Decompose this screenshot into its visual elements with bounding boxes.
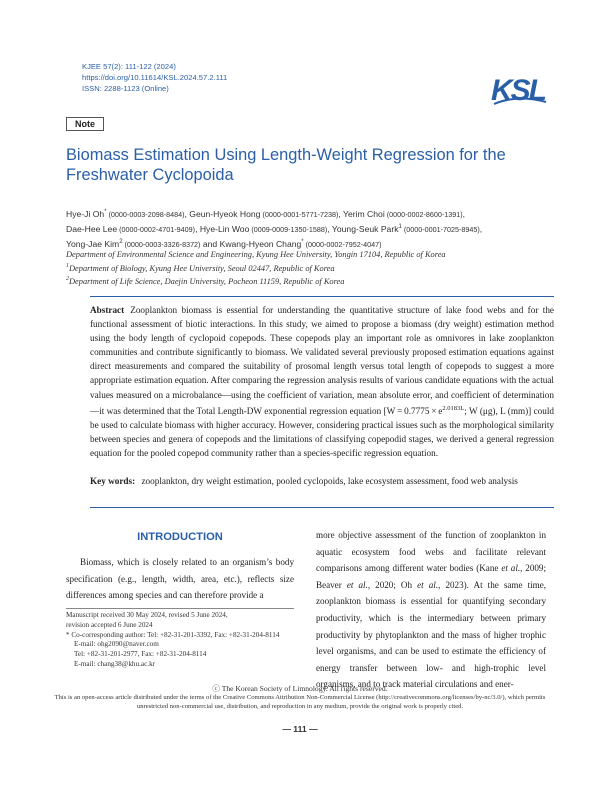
abstract-label: Abstract: [90, 305, 125, 315]
affiliation: [66, 261, 556, 275]
intro-right-text-1: more objective assessment of the function of zooplankton in aquatic ecosystem food webs and facilitate relevant comparisons among different water bodies (Kane: [316, 530, 546, 574]
author-name: Geun-Hyeok Hong: [189, 208, 261, 219]
intro-etal-3: et al.: [417, 579, 439, 590]
author-separator: ,: [338, 208, 344, 219]
author-mark: *: [104, 209, 107, 215]
author-separator: ,: [184, 208, 190, 219]
affiliation: [66, 250, 556, 261]
keywords-divider: [90, 507, 554, 508]
keywords-label: Key words:: [90, 476, 136, 486]
author-orcid[interactable]: (0000-0002-7952-4047): [303, 239, 382, 249]
author-mark: *: [301, 239, 304, 246]
issn: ISSN: 2288-1123 (Online): [82, 84, 169, 93]
abstract-text-after: ; W (μg), L (mm)] could be used to calculate biomass with higher accuracy. However, considering practical issues such as the morphological similarity between species and genera of copepods and the limitations of classifying copepodid stages, we derived a general regression equation for the pooled copepod community rather than a species-specific regression equation.: [90, 405, 554, 458]
author-name: Dae-Hee Lee: [66, 223, 118, 234]
logo-text: KSL: [491, 74, 545, 107]
author: [343, 209, 465, 219]
author-name: Yong-Jae Kim: [66, 238, 120, 249]
author-separator: ,: [195, 223, 200, 234]
introduction-right-column: [316, 527, 546, 693]
author-separator: ,: [462, 208, 466, 219]
author-separator: ,: [327, 223, 332, 234]
author-separator: ,: [479, 223, 483, 234]
affiliation-text: Department of Life Science, Daejin University, Pocheon 11159, Republic of Korea: [69, 277, 345, 287]
author-mark: 1: [398, 224, 402, 231]
article-title: Biomass Estimation Using Length-Weight Regression for the Freshwater Cyclopoida: [66, 146, 506, 184]
introduction-left-column: Biomass, which is closely related to an organism’s body specification (e.g., length, width, area, etc.), reflects size differences among species and can therefore provide a: [66, 557, 294, 601]
author-orcid[interactable]: (0000-0003-2098-8484): [106, 209, 185, 219]
intro-right-text-2: , 2009; Beaver: [316, 563, 546, 590]
abstract-divider-top: [90, 296, 554, 297]
affiliation: [66, 274, 556, 288]
author: [332, 224, 482, 234]
author: [66, 209, 189, 219]
author-name: Kwang-Hyeon Chang: [219, 238, 302, 249]
author-name: Hye-Lin Woo: [199, 223, 250, 234]
journal-meta: [82, 61, 227, 94]
keywords: [90, 474, 554, 488]
author-orcid[interactable]: (0000-0002-8600-1391): [384, 209, 463, 219]
author-separator: and: [200, 238, 220, 249]
footnote-email-2[interactable]: E-mail: chang38@khu.ac.kr: [74, 659, 156, 668]
journal-logo: [488, 64, 548, 108]
intro-etal-2: et al.: [346, 579, 368, 590]
author: [66, 224, 200, 234]
intro-right-text-3: , 2020; Oh: [367, 579, 418, 590]
author: [220, 239, 382, 249]
author-list: [66, 206, 546, 251]
author-orcid[interactable]: (0000-0001-5771-7238): [260, 209, 339, 219]
affiliation-mark: 2: [66, 276, 69, 283]
keywords-text: zooplankton, dry weight estimation, pooled cyclopoids, lake ecosystem assessment, food web analysis: [141, 476, 518, 486]
author-orcid[interactable]: (0000-0003-3326-8372): [122, 239, 201, 249]
copyright-notice: ⓒ The Korean Society of Limnology. All rights reserved.: [212, 684, 388, 693]
footnote-tel-2: Tel: +82-31-201-2977, Fax: +82-31-204-8114: [74, 650, 207, 659]
author-mark: 2: [119, 239, 123, 246]
author-orcid[interactable]: (0000-0002-4701-9409): [117, 224, 196, 234]
abstract-text-before: Zooplankton biomass is essential for understanding the quantitative structure of lake food webs and for the functional assessment of biotic interactions. In this study, we aimed to propose a biomass (dry weight) estimation method using the body length of cyclopoid copepods. These copepods play an important role as omnivores in lake zooplankton communities and contribute significantly to biomass. We validated several previously proposed estimation equations against direct measurements and compared the suitability of prosomal length versus total length of copepods to suggest a more appropriate estimation equation. After comparing the regression analysis results of various candidate equations with the actual values measured on a microbalance—using the coefficient of variation, mean absolute error, and coefficient of determination—it was determined that the Total Length-DW exponential regression equation [W = 0.7775 × e: [90, 305, 554, 416]
author-orcid[interactable]: (0009-0009-1350-1588): [249, 224, 328, 234]
doi-link[interactable]: https://doi.org/10.11614/KSL.2024.57.2.111: [82, 73, 228, 82]
citation: KJEE 57(2): 111-122 (2024): [82, 62, 176, 71]
footnote-corresponding: * Co-corresponding author: Tel: +82-31-201-3392, Fax: +82-31-204-8114: [66, 630, 280, 639]
footnotes: [66, 611, 306, 670]
license-notice: This is an open-access article distributed under the terms of the Creative Commons Attribution Non-Commercial License (http://creativecommons.org/licenses/by-nc/3.0/), which permits unrestricted non-commercial use, distribution, and reproduction in any medium, provide the original work is properly cited.: [54, 694, 546, 710]
affiliation-mark: 1: [66, 262, 69, 269]
footnote-accepted: revision accepted 6 June 2024: [66, 620, 153, 629]
footnote-email-1[interactable]: E-mail: ohg2090@naver.com: [74, 640, 159, 649]
section-heading-introduction: INTRODUCTION: [137, 531, 223, 543]
footnote-received: Manuscript received 30 May 2024, revised 5 June 2024,: [66, 611, 228, 619]
footnote-divider: [66, 608, 294, 609]
affiliation-text: Department of Environmental Science and Engineering, Kyung Hee University, Yongin 17104, Republic of Korea: [66, 250, 446, 259]
author-orcid[interactable]: (0000-0001-7025-8945): [401, 224, 480, 234]
author: [189, 209, 343, 219]
intro-right-text-4: , 2023). At the same time, zooplankton biomass is essential for quantifying secondary productivity, which is the intermediary between primary productivity by phytoplankton and the mass of higher trophic level organisms, and can be used to estimate the efficiency of energy transfer between low- and high-trophic level organisms, and to track material circulations and ener-: [316, 579, 547, 690]
author-name: Yerim Choi: [343, 208, 385, 219]
affiliations: [66, 250, 556, 288]
page-number: — 111 —: [282, 724, 318, 734]
author-name: Young-Seuk Park: [331, 223, 399, 234]
intro-etal-1: et al.: [501, 563, 521, 574]
author-name: Hye-Ji Oh: [66, 208, 105, 219]
affiliation-text: Department of Biology, Kyung Hee University, Seoul 02447, Republic of Korea: [69, 263, 335, 273]
author: [200, 224, 332, 234]
abstract: [90, 303, 554, 460]
author: [66, 239, 220, 249]
abstract-exponent: 2.0183L: [442, 404, 465, 412]
article-type-badge: Note: [66, 117, 104, 131]
